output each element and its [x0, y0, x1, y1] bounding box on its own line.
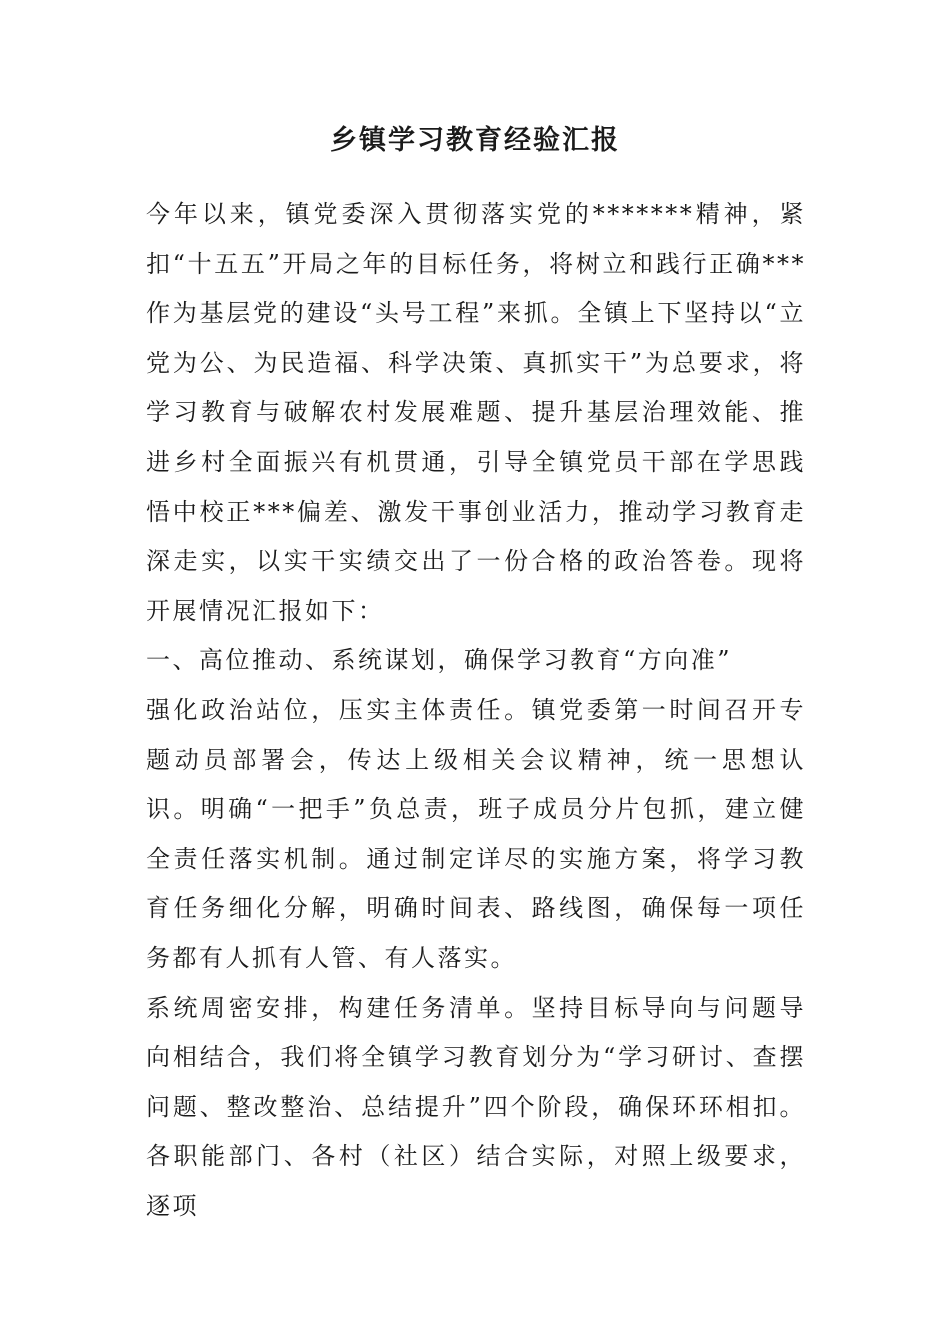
intro-paragraph: 今年以来，镇党委深入贯彻落实党的*******精神，紧扣“十五五”开局之年的目标任务，将树立和践行正确***作为基层党的建设“头号工程”来抓。全镇上下坚持以“立党为公、为民造福、科学决策、真抓实干”为总要求，将学习教育与破解农村发展难题、提升基层治理效能、推进乡村全面振兴有机贯通，引导全镇党员干部在学思践悟中校正***偏差、激发干事创业活力，推动学习教育走深走实，以实干实绩交出了一份合格的政治答卷。现将开展情况汇报如下： [146, 200, 806, 625]
section-paragraph-2: 系统周密安排，构建任务清单。坚持目标导向与问题导向相结合，我们将全镇学习教育划分为“学习研讨、查摆问题、整改整治、总结提升”四个阶段，确保环环相扣。各职能部门、各村（社区）结合实际，对照上级要求，逐项 [146, 993, 806, 1220]
section-heading: 一、高位推动、系统谋划，确保学习教育“方向准” [146, 646, 733, 675]
document-title: 乡镇学习教育经验汇报 [330, 125, 620, 156]
document-body [146, 190, 806, 1231]
section-paragraph-1: 强化政治站位，压实主体责任。镇党委第一时间召开专题动员部署会，传达上级相关会议精神，统一思想认识。明确“一把手”负总责，班子成员分片包抓，建立健全责任落实机制。通过制定详尽的实施方案，将学习教育任务细化分解，明确时间表、路线图，确保每一项任务都有人抓有人管、有人落实。 [146, 695, 806, 972]
